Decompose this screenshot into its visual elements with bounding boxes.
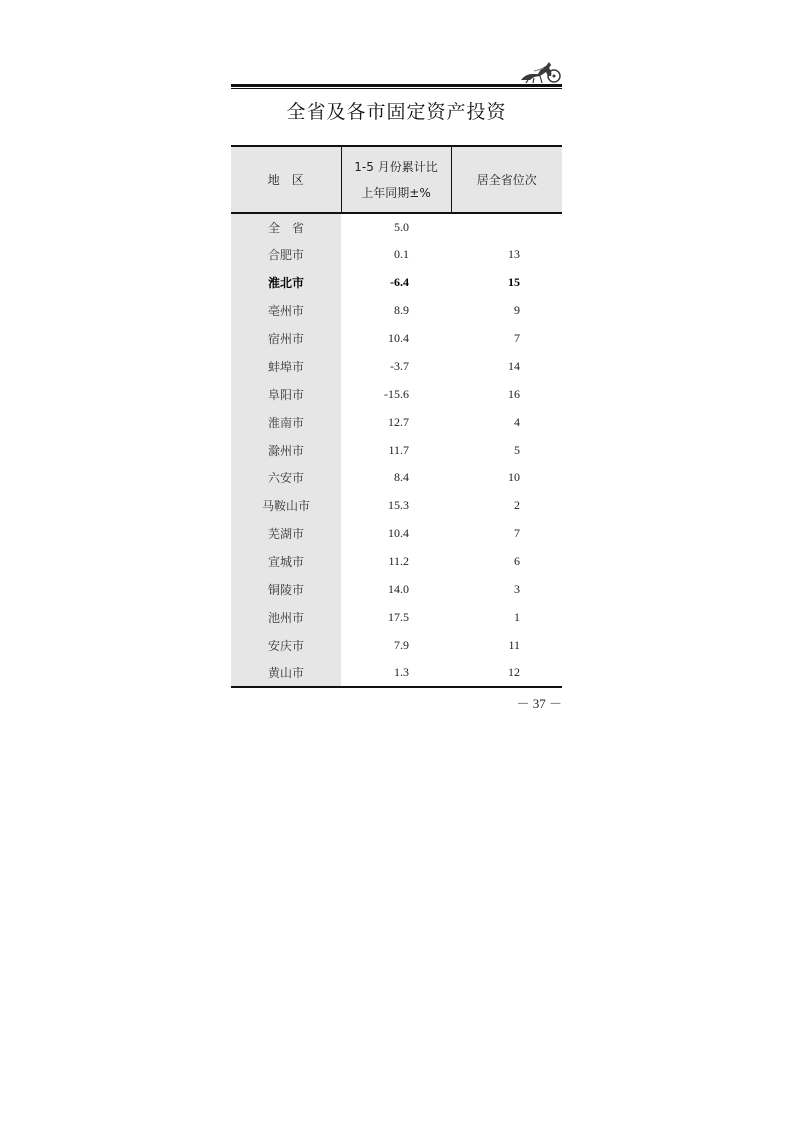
table-row [231,576,562,604]
horse-chariot-logo-icon [518,56,562,84]
region-cell: 淮北市 [231,269,341,297]
column-header-region: 地 区 [231,146,341,213]
rank-cell: 5 [514,442,520,457]
growth-cell: 14.0 [388,582,409,597]
growth-cell: 1.3 [341,659,451,687]
growth-cell: 10.4 [388,526,409,541]
table-row [231,464,562,492]
region-cell: 合肥市 [231,241,341,269]
region-cell: 宣城市 [231,548,341,576]
growth-cell: 10.4 [388,331,409,345]
growth-cell: 5.0 [394,219,409,234]
page-title: 全省及各市固定资产投资 [286,101,507,123]
rank-cell: 12 [451,659,562,687]
rank-cell: 9 [514,303,520,318]
table-row [231,492,562,520]
region-cell: 黄山市 [231,659,341,687]
column-header-growth [341,146,451,213]
table-row [231,408,562,436]
growth-cell: -3.7 [390,358,409,373]
table-header-row [231,146,562,213]
table-row [231,325,562,353]
page-number: － 37 － [516,696,562,711]
rank-cell: 7 [514,526,520,541]
rank-cell: 10 [508,470,520,485]
growth-cell: 7.9 [394,637,409,652]
region-cell: 马鞍山市 [231,492,341,520]
growth-cell: -6.4 [390,275,409,290]
growth-cell: 12.7 [388,414,409,429]
region-cell: 全 省 [231,213,341,241]
rank-cell: 13 [508,247,520,262]
rank-cell: 4 [514,414,520,429]
growth-cell: 11.2 [388,554,409,569]
table-row [231,631,562,659]
table-row [231,380,562,408]
investment-table [231,145,562,688]
table-row [231,548,562,576]
rank-cell: 3 [514,582,520,597]
column-header-growth-line2: 上年同期±% [361,185,431,200]
region-cell: 宿州市 [231,325,341,353]
table-row [231,520,562,548]
growth-cell: 17.5 [388,609,409,624]
growth-cell: 15.3 [388,498,409,513]
rank-cell: 6 [514,554,520,569]
region-cell: 蚌埠市 [231,352,341,380]
region-cell: 亳州市 [231,297,341,325]
growth-cell: 0.1 [394,247,409,262]
growth-cell: 8.9 [394,303,409,318]
column-header-rank: 居全省位次 [451,146,562,213]
region-cell: 池州市 [231,603,341,631]
table-row-highlighted [231,269,562,297]
table-row [231,241,562,269]
rank-cell [451,213,562,241]
region-cell: 六安市 [231,464,341,492]
growth-cell: 8.4 [394,470,409,485]
region-cell: 阜阳市 [231,380,341,408]
header-rule [231,84,562,89]
rank-cell: 15 [508,275,520,290]
table-row [231,213,562,241]
region-cell: 铜陵市 [231,576,341,604]
column-header-growth-line1: 1-5 月份累计比 [354,159,438,174]
table-row [231,297,562,325]
table-row [231,659,562,687]
table-row [231,603,562,631]
rank-cell: 14 [508,358,520,373]
region-cell: 安庆市 [231,631,341,659]
table-row [231,352,562,380]
rank-cell: 1 [514,609,520,624]
region-cell: 滁州市 [231,436,341,464]
region-cell: 芜湖市 [231,520,341,548]
growth-cell: 11.7 [388,442,409,457]
growth-cell: -15.6 [384,386,409,401]
rank-cell: 16 [508,386,520,401]
region-cell: 淮南市 [231,408,341,436]
rank-cell: 2 [514,498,520,513]
table-row [231,436,562,464]
rank-cell: 7 [514,331,520,345]
rank-cell: 11 [508,637,520,652]
